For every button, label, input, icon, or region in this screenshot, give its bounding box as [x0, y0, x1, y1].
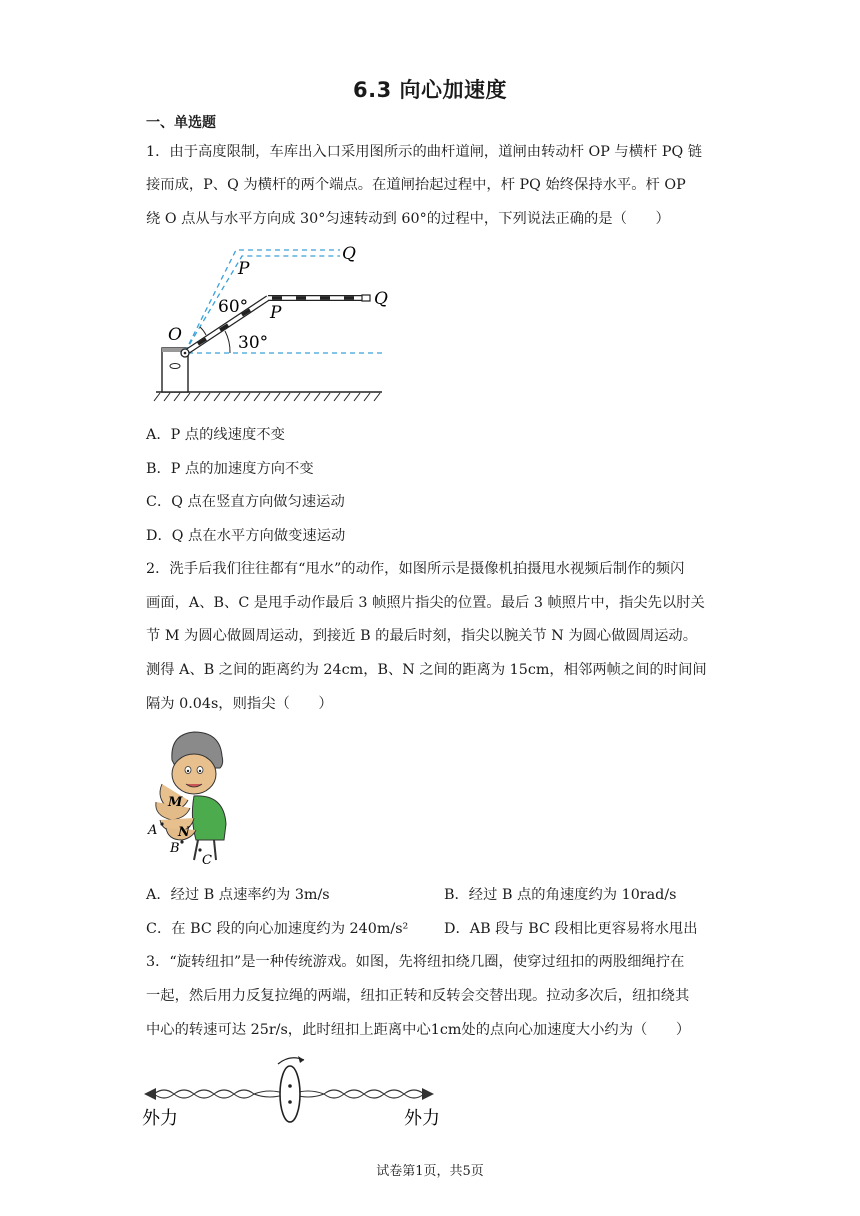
q3-line-2: 一起，然后用力反复拉绳的两端，纽扣正转和反转会交替出现。拉动多次后，纽扣绕其	[146, 988, 690, 1004]
q3-button-figure	[140, 1050, 450, 1130]
label-b: B	[170, 841, 180, 856]
label-p-upper: P	[238, 259, 250, 279]
q1-option-a[interactable]: A．P 点的线速度不变	[146, 427, 285, 443]
q2-line-3: 节 M 为圆心做圆周运动，到接近 B 的最后时刻，指尖以腕关节 N 为圆心做圆周运动。	[146, 628, 698, 644]
label-q-lower: Q	[374, 289, 388, 309]
q2-line-2: 画面，A、B、C 是甩手动作最后 3 帧照片指尖的位置。最后 3 帧照片中，指尖先以肘关	[146, 595, 705, 611]
label-p-lower: P	[270, 303, 282, 323]
q2-option-a[interactable]: A．经过 B 点速率约为 3m/s	[146, 887, 330, 903]
page-footer: 试卷第1页，共5页	[376, 1164, 484, 1179]
q3-line-1: 3．“旋转纽扣”是一种传统游戏。如图，先将纽扣绕几圈，使穿过纽扣的两股细绳拧在	[146, 954, 685, 970]
section-heading: 一、单选题	[146, 115, 216, 131]
q2-handwash-figure	[142, 728, 242, 868]
page-title: 6.3 向心加速度	[352, 78, 507, 102]
label-o: O	[168, 325, 182, 345]
label-q-upper: Q	[342, 244, 356, 264]
q2-line-1: 2．洗手后我们往往都有“甩水”的动作，如图所示是摄像机拍摄甩水视频后制作的频闪	[146, 561, 685, 577]
q1-option-d[interactable]: D．Q 点在水平方向做变速运动	[146, 528, 346, 544]
label-angle-30: 30°	[238, 333, 269, 353]
q1-option-b[interactable]: B．P 点的加速度方向不变	[146, 461, 314, 477]
q2-line-4: 测得 A、B 之间的距离约为 24cm，B、N 之间的距离为 15cm，相邻两帧之间的时间间	[146, 662, 707, 678]
label-m: M	[168, 795, 183, 810]
label-force-left: 外力	[142, 1108, 178, 1129]
q1-line-2: 接而成，P、Q 为横杆的两个端点。在道闸抬起过程中，杆 PQ 始终保持水平。杆 OP	[146, 177, 686, 193]
q2-line-5: 隔为 0.04s，则指尖（ ）	[146, 696, 333, 712]
label-angle-60: 60°	[218, 297, 249, 317]
q2-option-d[interactable]: D．AB 段与 BC 段相比更容易将水甩出	[444, 921, 698, 937]
label-c: C	[202, 853, 212, 868]
q2-option-c[interactable]: C．在 BC 段的向心加速度约为 240m/s²	[146, 921, 409, 937]
q1-barrier-figure	[150, 236, 390, 408]
label-force-right: 外力	[404, 1108, 440, 1129]
q3-line-3: 中心的转速可达 25r/s，此时纽扣上距离中心1cm处的点向心加速度大小约为（ ）	[146, 1022, 691, 1038]
q1-option-c[interactable]: C．Q 点在竖直方向做匀速运动	[146, 494, 345, 510]
q2-option-b[interactable]: B．经过 B 点的角速度约为 10rad/s	[444, 887, 677, 903]
label-a: A	[148, 823, 158, 838]
q1-line-3: 绕 O 点从与水平方向成 30°匀速转动到 60°的过程中，下列说法正确的是（ ）	[146, 211, 670, 227]
q1-line-1: 1．由于高度限制，车库出入口采用图所示的曲杆道闸，道闸由转动杆 OP 与横杆 PQ 链	[146, 144, 703, 160]
label-n: N	[178, 825, 190, 840]
